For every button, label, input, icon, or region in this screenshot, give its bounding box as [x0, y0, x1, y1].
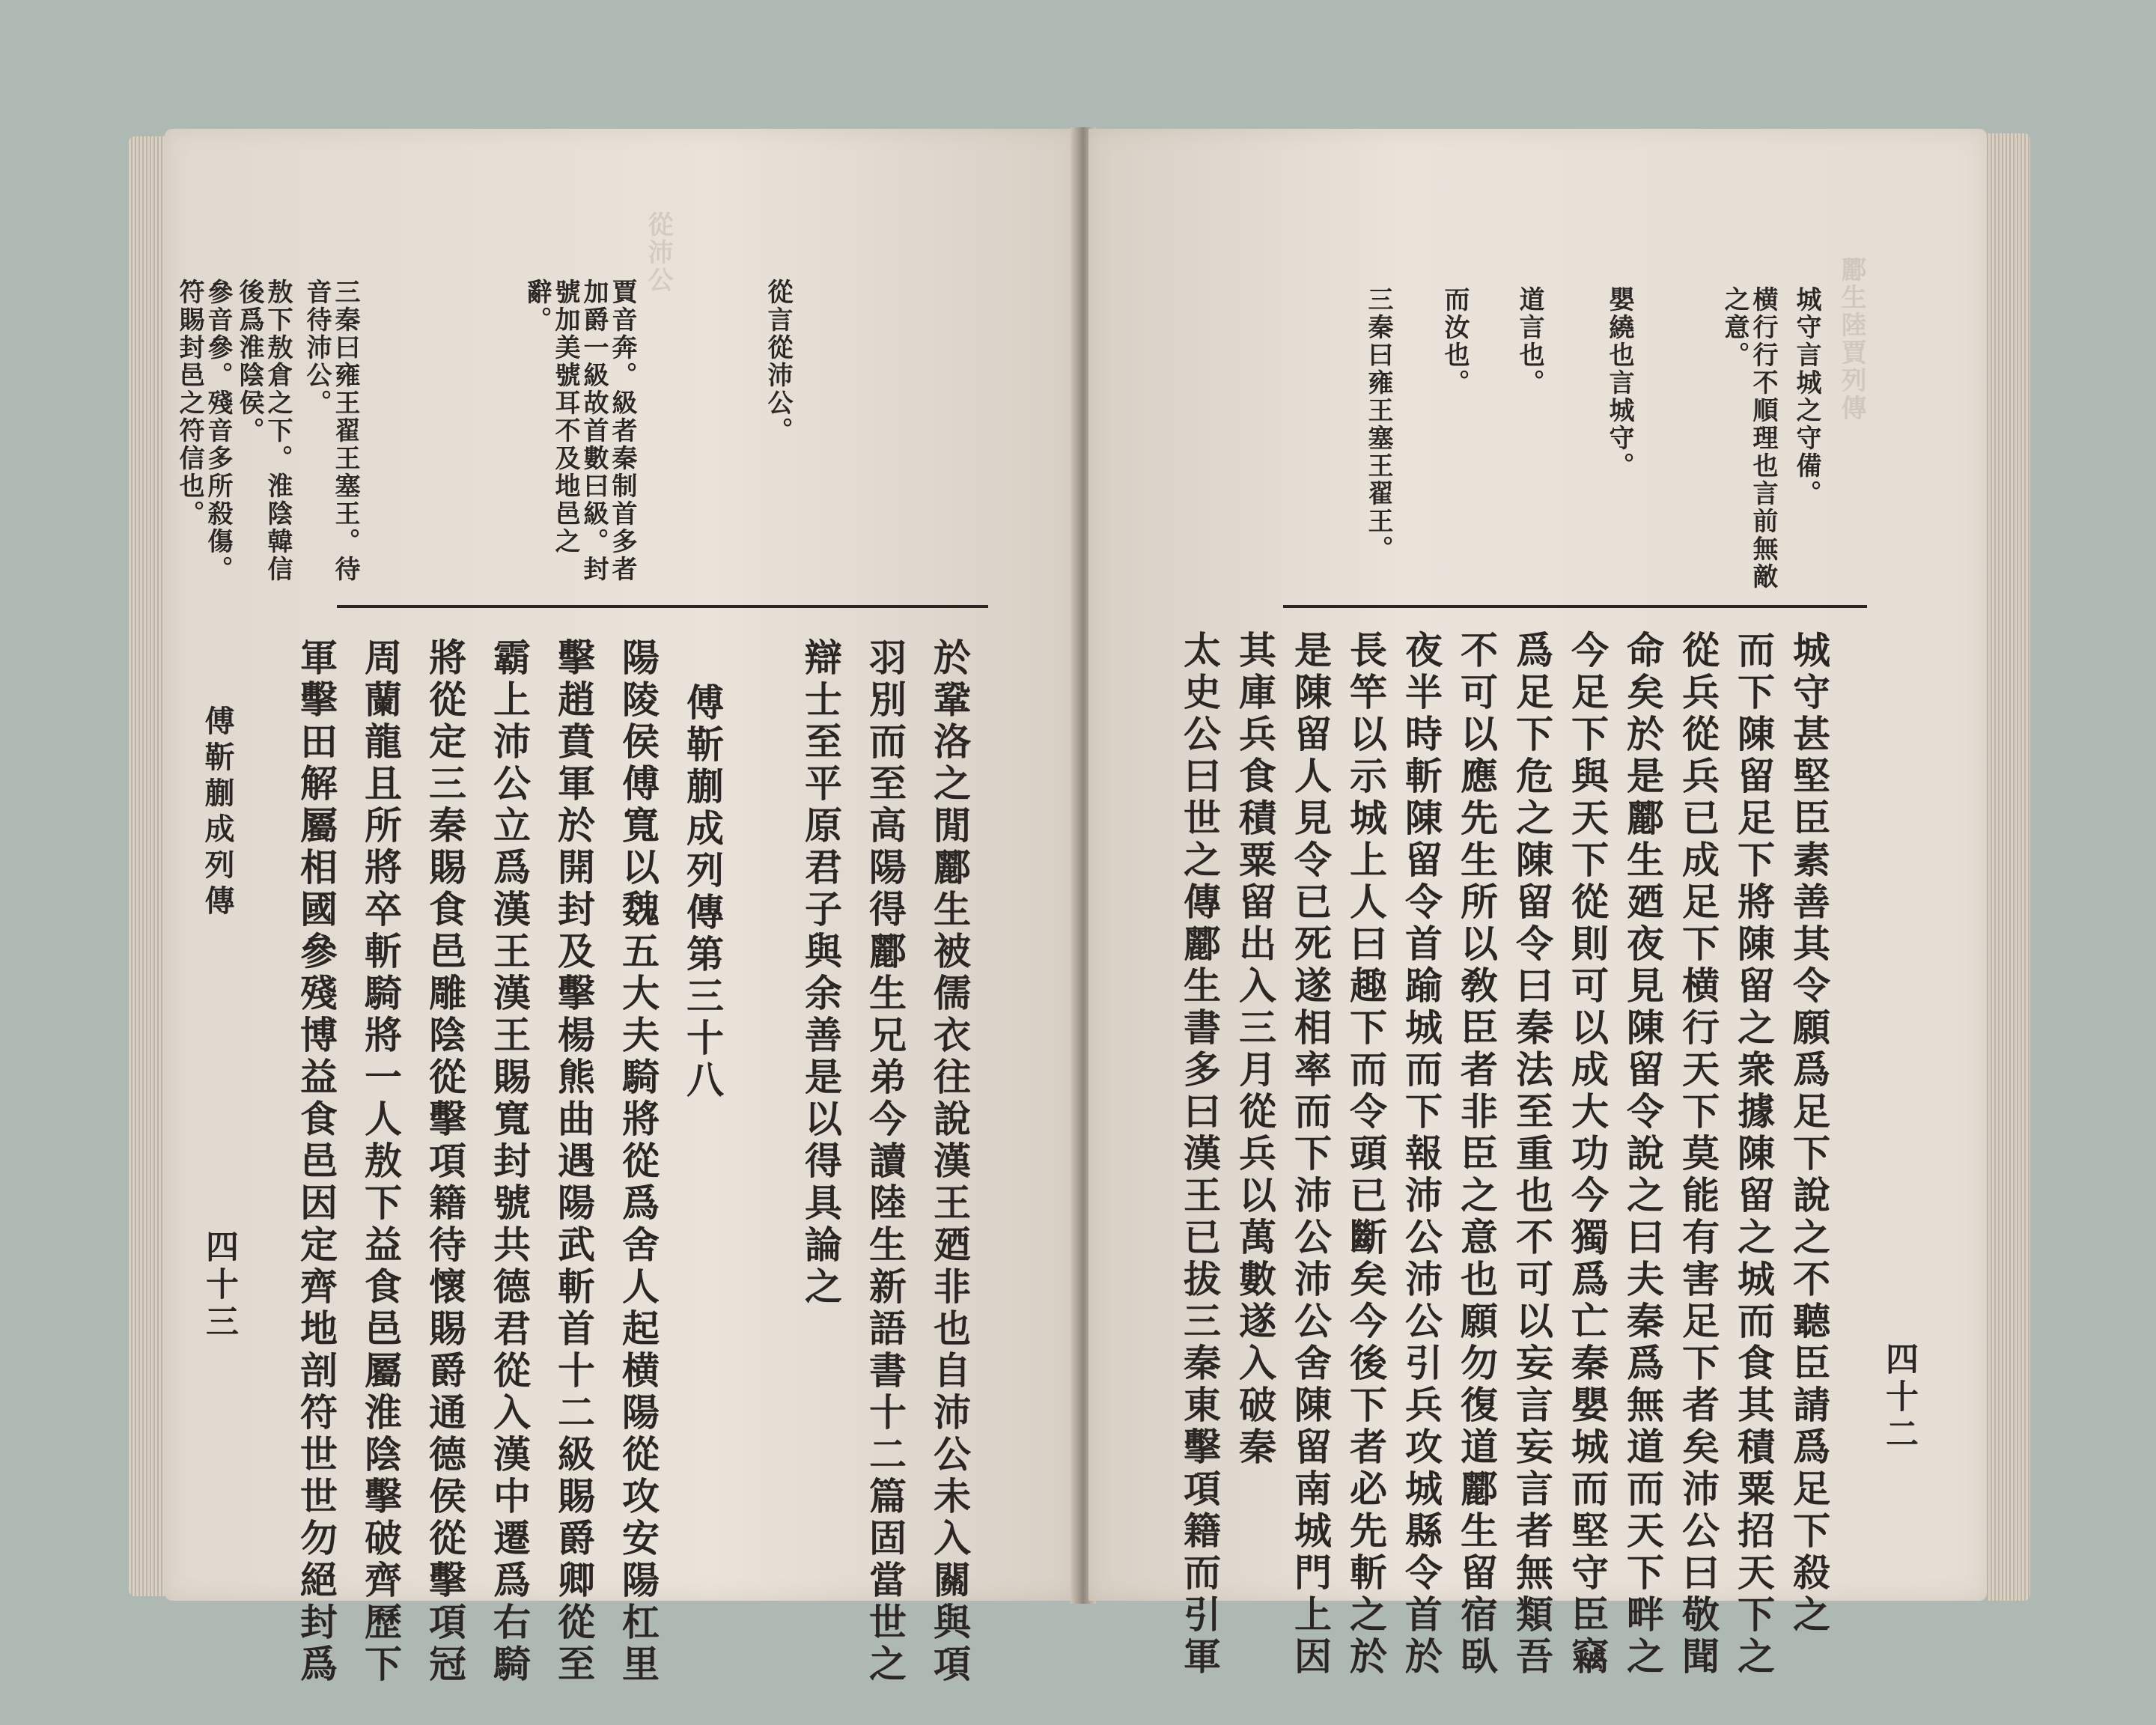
note-column: 從言從沛公。	[763, 279, 793, 445]
page-number: 四十三	[200, 1229, 238, 1342]
note-column: 賈音奔。級者秦制首多者加爵一級故首數曰級。封號加美號耳不及地邑之辭。	[522, 279, 637, 583]
note-column: 敖下敖倉之下。淮陰韓信後爲淮陰侯。	[234, 279, 293, 583]
text-column: 而下陳留足下將陳留之衆據陳留之城而食其積粟招天下之	[1732, 630, 1776, 1679]
text-column: 霸上沛公立爲漢王漢王賜寬封號共德君從入漢中遷爲右騎	[487, 638, 532, 1686]
note-column: 參音參。殘音多所殺傷。符賜封邑之符信也。	[174, 279, 233, 583]
text-column: 羽別而至高陽得酈生兄弟今讀陸生新語書十二篇固當世之	[863, 638, 907, 1686]
text-column: 陽陵侯傅寬以魏五大夫騎將從爲舍人起横陽從攻安陽杠里	[616, 638, 660, 1686]
text-column: 將從定三秦賜食邑雕陰從擊項籍待懷賜爵通德侯從擊項冠	[423, 638, 467, 1686]
text-column: 辯士至平原君子與余善是以得具論之	[799, 638, 843, 1309]
left-page	[165, 129, 1078, 1686]
register-divider	[337, 605, 988, 608]
open-book	[129, 120, 2030, 1686]
chapter-title: 傅靳蒯成列傳第三十八	[680, 683, 725, 1102]
text-column: 周蘭龍且所將卒斬騎將一人敖下益食邑屬淮陰擊破齊歷下	[359, 638, 403, 1686]
note-column: 道言也。	[1514, 286, 1544, 397]
running-head: 傅靳蒯成列傳	[200, 705, 235, 921]
text-column: 爲足下危之陳留令曰秦法至重也不可以妄言妄言者無類吾	[1510, 630, 1554, 1679]
text-column: 擊趙賁軍於開封及擊楊熊曲遇陽武斬首十二級賜爵卿從至	[552, 638, 596, 1686]
text-column: 命矣於是酈生廼夜見陳留令說之曰夫秦爲無道而天下畔之	[1621, 630, 1665, 1679]
note-column: 嬰繞也言城守。	[1604, 286, 1634, 480]
register-divider	[1283, 605, 1867, 608]
text-column: 長竿以示城上人曰趣下而令頭已斷矣今後下者必先斬之於	[1344, 630, 1388, 1679]
note-column: 城守言城之守備。	[1791, 286, 1821, 508]
bleed-through-text: 從沛公	[643, 211, 673, 294]
note-column: 三秦曰雍王翟王塞王。待音待沛公。	[302, 279, 360, 583]
text-column: 是陳留人見令已死遂相率而下沛公沛公舍陳留南城門上因	[1288, 630, 1333, 1679]
right-page	[1088, 129, 1987, 1679]
text-column: 太史公曰世之傳酈生書多曰漢王已拔三秦東擊項籍而引軍	[1178, 630, 1222, 1679]
text-column: 於鞏洛之閒酈生被儒衣往說漢王廼非也自沛公未入關與項	[928, 638, 972, 1686]
page-number: 四十二	[1880, 1342, 1918, 1454]
page-edges-right	[1987, 133, 2030, 1601]
note-column: 三秦曰雍王塞王翟王。	[1363, 286, 1393, 563]
text-column: 從兵從兵已成足下横行天下莫能有害足下者矣沛公曰敬聞	[1676, 630, 1720, 1679]
text-column: 軍擊田解屬相國參殘博益食邑因定齊地剖符世世勿絕封爲	[294, 638, 338, 1686]
note-column: 横行行不順理也言前無敵之意。	[1720, 286, 1778, 591]
bleed-through-text: 酈生陸賈列傳	[1836, 256, 1866, 422]
text-column: 夜半時斬陳留令首踰城而下報沛公沛公引兵攻城縣令首於	[1399, 630, 1443, 1679]
text-column: 不可以應先生所以敎臣者非臣之意也願勿復道酈生留宿臥	[1455, 630, 1499, 1679]
text-column: 其庫兵食積粟留出入三月從兵以萬數遂入破秦	[1233, 630, 1277, 1469]
note-column: 而汝也。	[1440, 286, 1470, 397]
text-column: 城守甚堅臣素善其令願爲足下說之不聽臣請爲足下殺之	[1787, 630, 1831, 1637]
text-column: 今足下與天下從則可以成大功今獨爲亡秦嬰城而堅守臣竊	[1565, 630, 1610, 1679]
page-edges-left	[129, 136, 168, 1596]
